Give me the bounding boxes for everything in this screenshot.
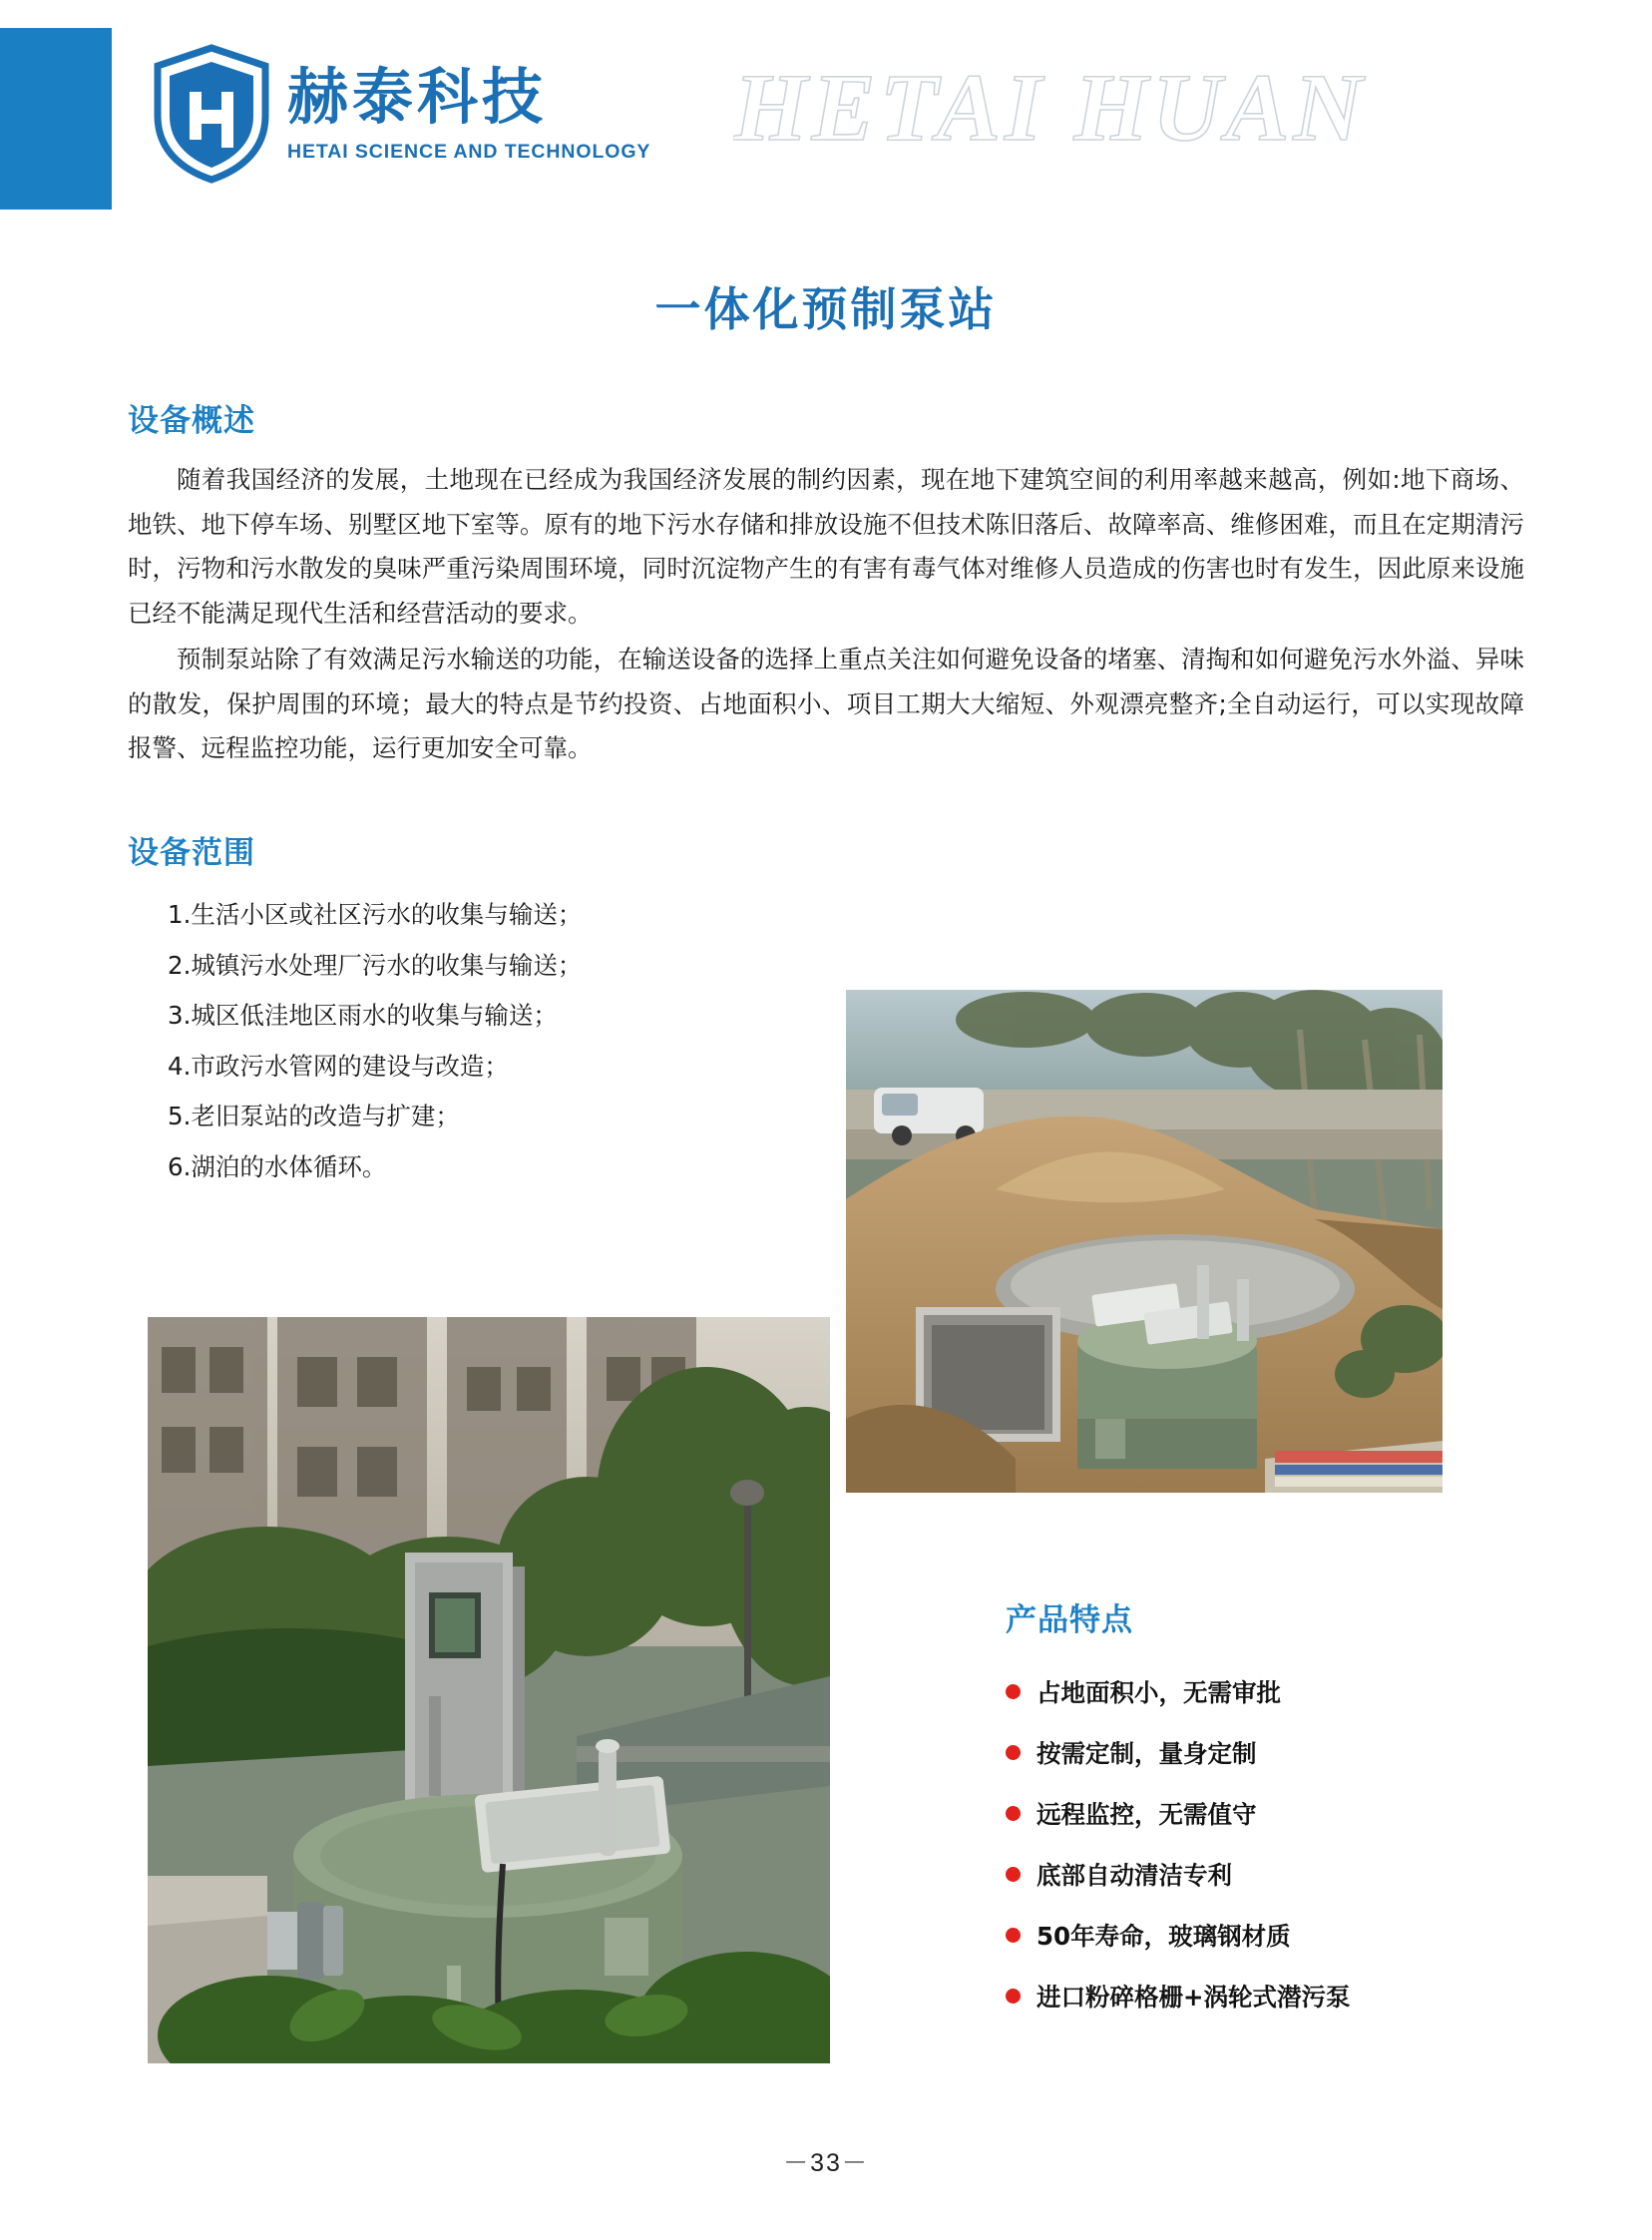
list-item xyxy=(1006,1966,1524,2026)
feature-list xyxy=(1006,1661,1524,2026)
list-item xyxy=(1006,1844,1524,1905)
section-title-overview: 设备概述 xyxy=(128,403,255,439)
section-title-scope: 设备范围 xyxy=(128,835,255,872)
header-watermark-text: HETAI HUAN xyxy=(733,54,1367,161)
page-title: 一体化预制泵站 xyxy=(654,282,998,336)
product-features-block xyxy=(1006,1594,1524,2026)
feature-label: 底部自动清洁专利 xyxy=(1036,1861,1232,1890)
bullet-icon xyxy=(1006,1745,1021,1760)
list-item xyxy=(1006,1722,1524,1783)
bullet-icon xyxy=(1006,1928,1021,1943)
list-item xyxy=(1006,1661,1524,1722)
bullet-icon xyxy=(1006,1684,1021,1699)
list-item: 4.市政污水管网的建设与改造； xyxy=(168,1051,509,1081)
section-title-features: 产品特点 xyxy=(1006,1602,1133,1638)
bullet-icon xyxy=(1006,1989,1021,2004)
brand-logo xyxy=(150,44,650,184)
list-item: 2.城镇污水处理厂污水的收集与输送； xyxy=(168,950,583,980)
overview-paragraph-1: 随着我国经济的发展，土地现在已经成为我国经济发展的制约因素，现在地下建筑空间的利用率越来越高，例如:地下商场、地铁、地下停车场、别墅区地下室等。原有的地下污水存储和排放设施不但技术陈旧落后、故障率高、维修困难，而且在定期清污时，污物和污水散发的臭味严重污染周围环境，同时沉淀物产生的有害有毒气体对维修人员造成的伤害也时有发生，因此原来设施已经不能满足现代生活和经营活动的要求。 xyxy=(128,465,1524,628)
list-item: 5.老旧泵站的改造与扩建； xyxy=(168,1102,460,1131)
feature-label: 远程监控，无需值守 xyxy=(1036,1800,1257,1829)
list-item: 3.城区低洼地区雨水的收集与输送； xyxy=(168,1001,558,1031)
feature-label: 按需定制，量身定制 xyxy=(1036,1739,1257,1768)
list-item xyxy=(1006,1905,1524,1966)
overview-paragraph-2: 预制泵站除了有效满足污水输送的功能，在输送设备的选择上重点关注如何避免设备的堵塞、清掏和如何避免污水外溢、异味的散发，保护周围的环境；最大的特点是节约投资、占地面积小、项目工期大大缩短、外观漂亮整齐;全自动运行，可以实现故障报警、远程监控功能，运行更加安全可靠。 xyxy=(128,645,1524,763)
construction-site-photo xyxy=(846,990,1443,1493)
header-accent-bar xyxy=(0,28,112,210)
bullet-icon xyxy=(1006,1867,1021,1882)
shield-logo-icon xyxy=(150,44,273,184)
list-item: 1.生活小区或社区污水的收集与输送； xyxy=(168,900,583,930)
feature-label: 进口粉碎格栅+涡轮式潜污泵 xyxy=(1036,1983,1351,2012)
installed-pump-station-photo xyxy=(148,1317,830,2063)
feature-label: 占地面积小，无需审批 xyxy=(1036,1678,1281,1707)
list-item xyxy=(1006,1783,1524,1844)
bullet-icon xyxy=(1006,1806,1021,1821)
page-number: －33－ xyxy=(783,2149,869,2177)
page-header xyxy=(0,0,1652,231)
list-item: 6.湖泊的水体循环。 xyxy=(168,1151,387,1181)
feature-label: 50年寿命，玻璃钢材质 xyxy=(1036,1922,1291,1951)
brand-name-en: HETAI SCIENCE AND TECHNOLOGY xyxy=(287,140,651,163)
brand-name-cn: 赫泰科技 xyxy=(287,62,548,134)
